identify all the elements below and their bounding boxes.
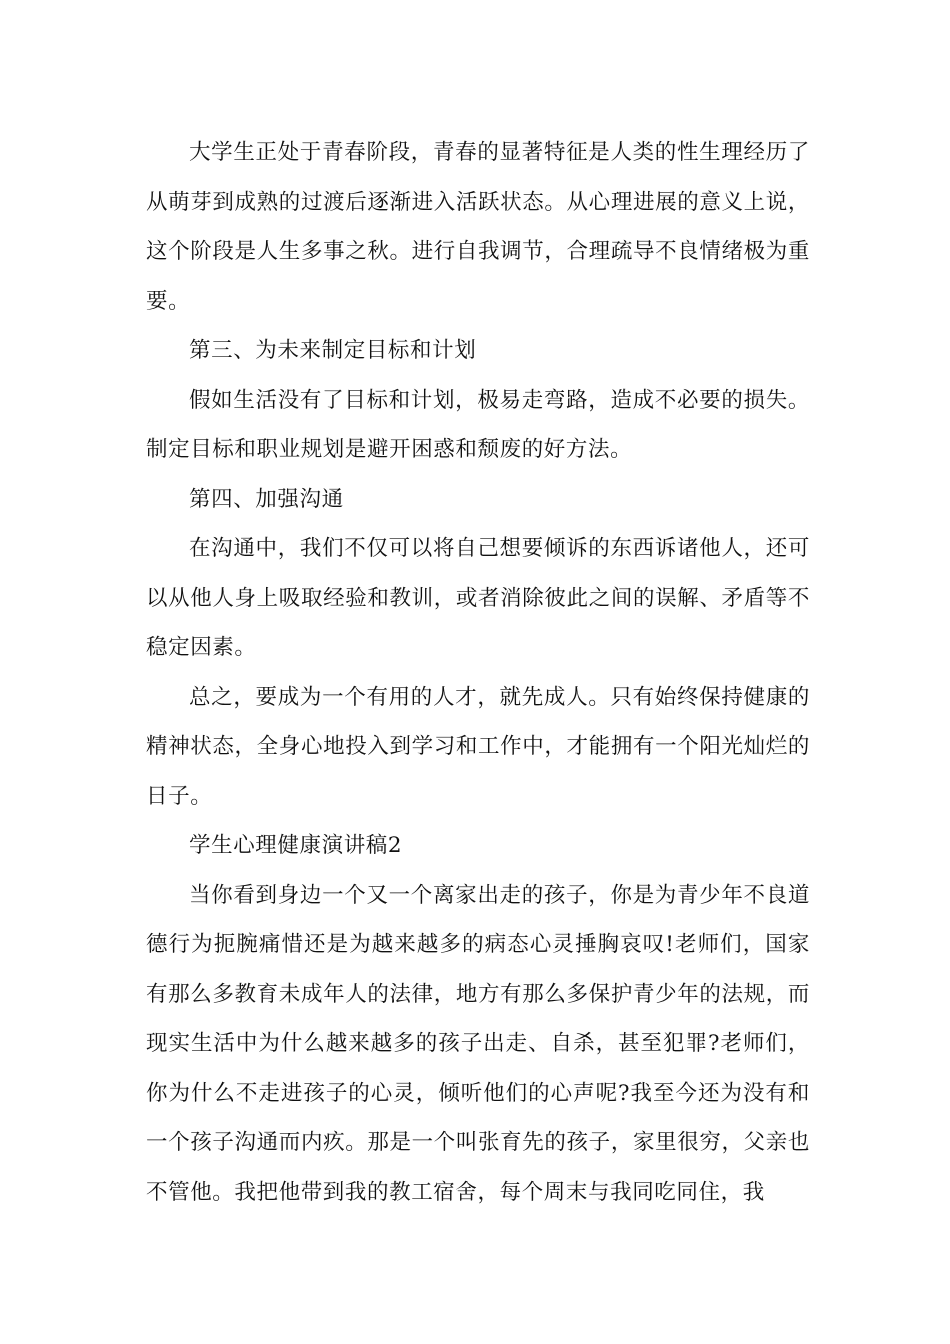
- speech-title-2: 学生心理健康演讲稿2: [189, 833, 403, 858]
- paragraph-adolescence: 大学生正处于青春阶段，青春的显著特征是人类的性生理经历了从萌芽到成熟的过渡后逐渐进入活跃状态。从心理进展的意义上说，这个阶段是人生多事之秋。进行自我调节，合理疏导不良情绪极为重要。: [146, 140, 810, 314]
- section-heading-goals: 第三、为未来制定目标和计划: [189, 338, 477, 363]
- paragraph-conclusion: 总之，要成为一个有用的人才，就先成人。只有始终保持健康的精神状态，全身心地投入到学习和工作中，才能拥有一个阳光灿烂的日子。: [146, 684, 810, 809]
- document-body: [146, 128, 810, 1217]
- paragraph-goals: 假如生活没有了目标和计划，极易走弯路，造成不必要的损失。制定目标和职业规划是避开困惑和颓废的好方法。: [146, 387, 810, 462]
- section-heading-communication: 第四、加强沟通: [189, 486, 344, 512]
- paragraph-communication: 在沟通中，我们不仅可以将自己想要倾诉的东西诉诸他人，还可以从他人身上吸取经验和教训，或者消除彼此之间的误解、矛盾等不稳定因素。: [146, 536, 810, 660]
- paragraph-speech-2: 当你看到身边一个又一个离家出走的孩子，你是为青少年不良道德行为扼腕痛惜还是为越来越多的病态心灵捶胸哀叹!老师们，国家有那么多教育未成年人的法律，地方有那么多保护青少年的法规，而现实生活中为什么越来越多的孩子出走、自杀，甚至犯罪?老师们，你为什么不走进孩子的心灵，倾听他们的心声呢?我至今还为没有和一个孩子沟通而内疚。那是一个叫张育先的孩子，家里很穷，父亲也不管他。我把他带到我的教工宿舍，每个周末与我同吃同住，我: [146, 882, 810, 1205]
